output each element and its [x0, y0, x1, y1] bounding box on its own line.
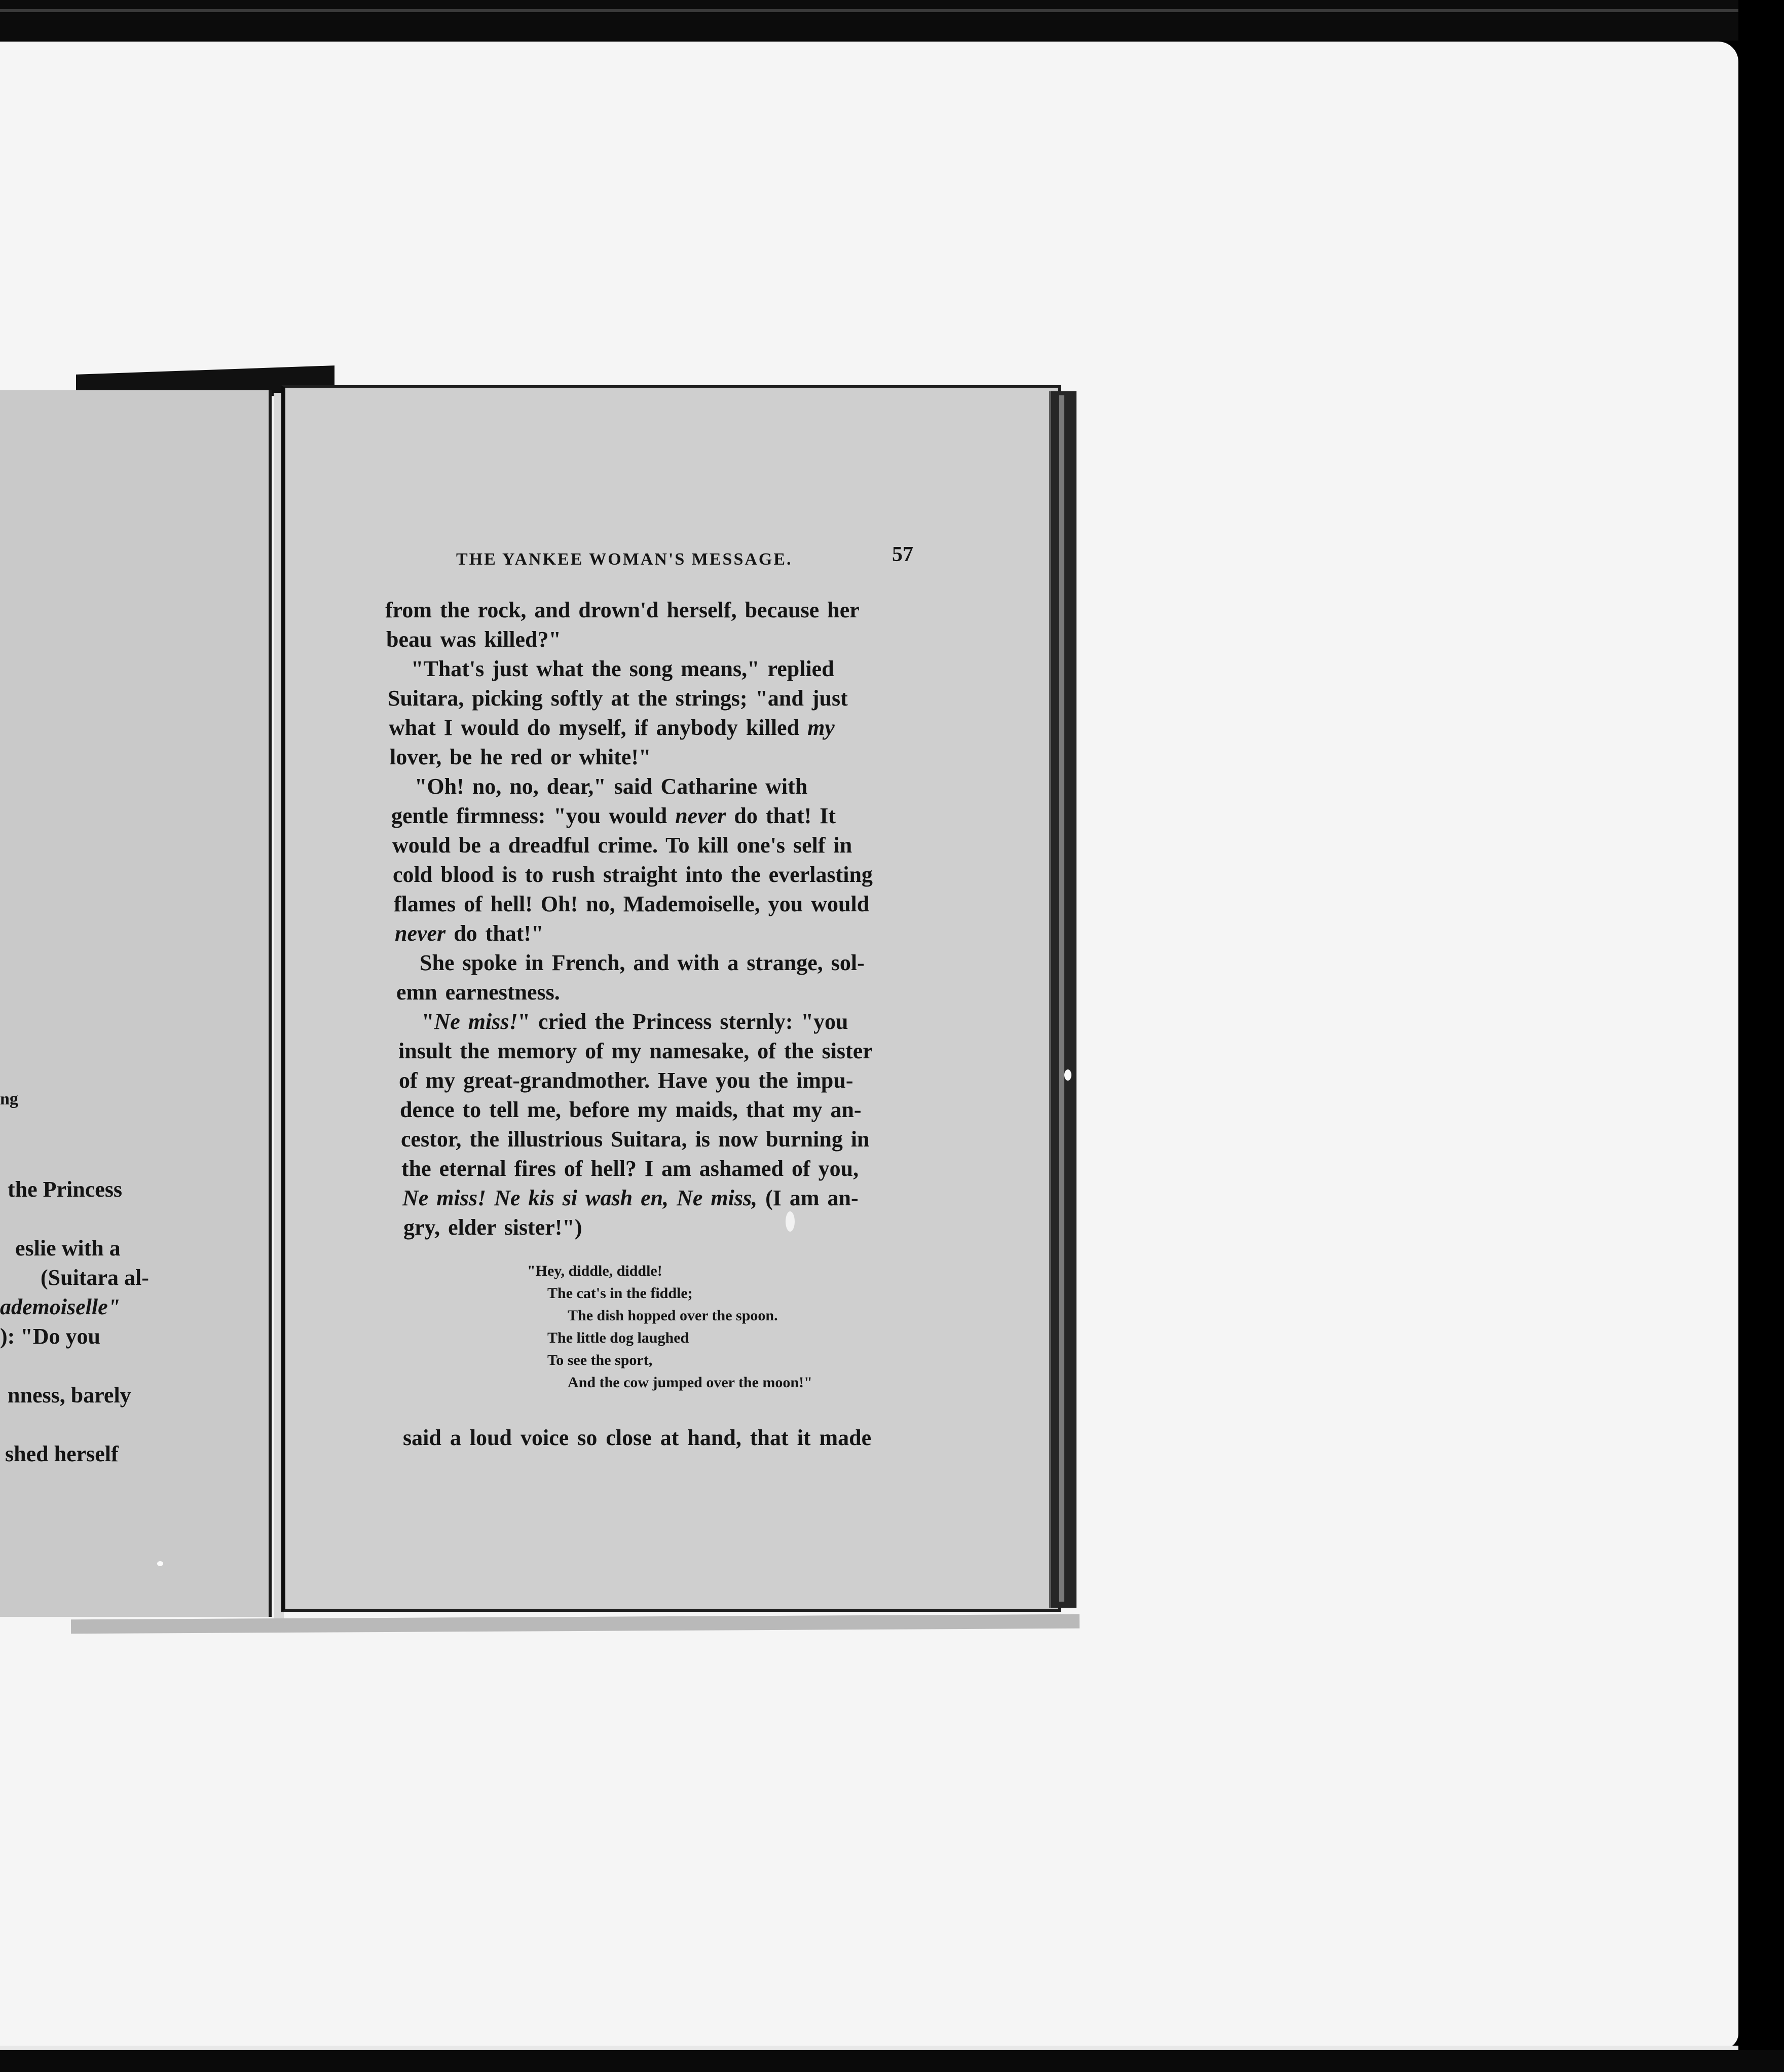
left-fragment: ademoiselle" — [0, 1294, 121, 1319]
italic-word: my — [807, 715, 835, 740]
dust-speck — [1064, 1069, 1071, 1081]
italic-word: Ne miss! — [434, 1009, 518, 1034]
text-run: lover, be he red or white!" — [390, 745, 651, 769]
body-line — [402, 1183, 859, 1213]
body-line — [395, 919, 544, 948]
text-run: gentle firmness: "you would — [391, 803, 676, 828]
body-line — [401, 1154, 859, 1183]
text-run: from the rock, and drown'd herself, because her — [385, 598, 860, 622]
text-run: (I am an- — [757, 1186, 859, 1210]
body-line — [392, 831, 852, 860]
body-line — [390, 743, 651, 772]
running-head: THE YANKEE WOMAN'S MESSAGE. — [456, 550, 793, 569]
left-fragment: ng — [0, 1090, 18, 1108]
body-line — [399, 1066, 853, 1095]
body-line — [422, 1007, 848, 1037]
left-fragment: shed herself — [5, 1441, 119, 1466]
poem-line: And the cow jumped over the moon!" — [568, 1374, 812, 1391]
body-line — [415, 772, 807, 801]
left-page — [0, 390, 272, 1617]
italic-word: never — [675, 803, 726, 828]
body-line — [396, 978, 560, 1007]
body-line — [401, 1125, 870, 1154]
text-run: do that! It — [726, 803, 836, 828]
body-line — [393, 860, 873, 890]
body-line — [400, 1095, 862, 1125]
film-bottom-border — [0, 2050, 1784, 2072]
dust-speck — [157, 1561, 163, 1566]
left-fragment: ): "Do you — [0, 1324, 100, 1349]
text-run: do that!" — [445, 921, 544, 946]
body-line — [386, 625, 561, 654]
text-run: gry, elder sister!") — [403, 1215, 582, 1240]
left-fragment: the Princess — [8, 1177, 123, 1202]
text-run: dence to tell me, before my maids, that my an- — [400, 1097, 862, 1122]
film-top-border — [0, 0, 1784, 41]
poem-line: The dish hopped over the spoon. — [568, 1307, 778, 1324]
body-line: said a loud voice so close at hand, that it made — [403, 1425, 872, 1450]
body-line — [394, 890, 869, 919]
italic-word: Ne miss! Ne kis si wash en, Ne miss, — [402, 1186, 758, 1210]
body-line — [389, 713, 835, 743]
text-run: cestor, the illustrious Suitara, is now burning in — [401, 1127, 870, 1152]
text-run: what I would do myself, if anybody killed — [389, 715, 808, 740]
poem-line: To see the sport, — [547, 1352, 653, 1368]
body-line — [411, 654, 834, 684]
poem-line: "Hey, diddle, diddle! — [527, 1263, 662, 1279]
page-number: 57 — [892, 543, 913, 566]
dust-speck — [786, 1211, 795, 1232]
text-run: " — [422, 1009, 434, 1034]
italic-word: never — [395, 921, 446, 946]
page-stack-edge-highlight — [1059, 395, 1064, 1602]
text-run: insult the memory of my namesake, of the sister — [398, 1039, 873, 1063]
poem-line: The little dog laughed — [547, 1329, 689, 1346]
text-run: cold blood is to rush straight into the everlasting — [393, 862, 873, 887]
film-top-edge — [0, 9, 1749, 12]
left-fragment: eslie with a — [15, 1236, 121, 1261]
text-run: flames of hell! Oh! no, Mademoiselle, you would — [394, 892, 870, 916]
text-run: She spoke in French, and with a strange, sol- — [420, 950, 865, 975]
body-line — [391, 801, 836, 831]
poem-line: The cat's in the fiddle; — [547, 1285, 693, 1302]
body-line — [388, 684, 848, 713]
body-line — [403, 1213, 582, 1242]
text-run: " cried the Princess sternly: "you — [517, 1009, 848, 1034]
text-run: emn earnestness. — [396, 980, 560, 1005]
body-line — [420, 948, 865, 978]
text-run: of my great-grandmother. Have you the impu- — [399, 1068, 853, 1093]
left-fragment: (Suitara al- — [41, 1265, 149, 1290]
text-run: Suitara, picking softly at the strings; "and just — [388, 686, 848, 711]
text-run: beau was killed?" — [386, 627, 561, 652]
body-line — [385, 596, 860, 625]
left-fragment: nness, barely — [8, 1383, 131, 1408]
text-run: "Oh! no, no, dear," said Catharine with — [415, 774, 808, 799]
film-right-border — [1738, 0, 1784, 2072]
text-run: would be a dreadful crime. To kill one's self in — [392, 833, 852, 858]
body-line — [398, 1037, 873, 1066]
text-run: "That's just what the song means," replied — [411, 656, 834, 681]
text-run: the eternal fires of hell? I am ashamed of you, — [401, 1156, 859, 1181]
